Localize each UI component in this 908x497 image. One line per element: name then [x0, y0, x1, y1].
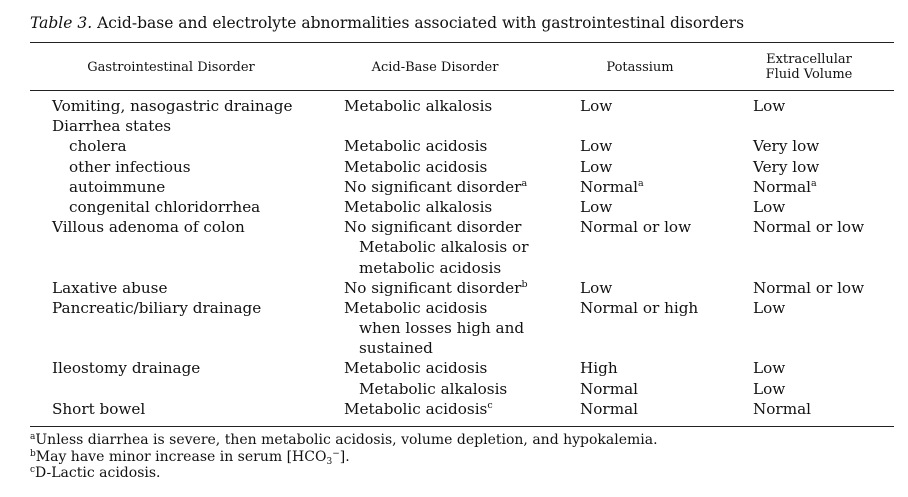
acid-base-cell: [359, 258, 501, 278]
disorder-cell: [69, 157, 191, 177]
ecf-cell-text: Very low: [753, 157, 820, 176]
disorder-cell: [52, 399, 145, 419]
disorder-cell-text: Ileostomy drainage: [52, 359, 201, 378]
acid-base-cell-text: Metabolic acidosis: [344, 157, 488, 176]
footnote-a: [30, 432, 658, 449]
potassium-cell-text: Normal: [580, 399, 639, 418]
potassium-cell: [580, 298, 698, 318]
disorder-cell: [52, 217, 245, 237]
header-disorder: [40, 50, 302, 84]
header-disorder-label: Gastrointestinal Disorder: [87, 59, 255, 75]
header-ecf: [740, 50, 878, 84]
acid-base-cell-text: metabolic acidosis: [359, 258, 502, 277]
acid-base-cell: [359, 379, 507, 399]
table-row: [0, 258, 908, 278]
potassium-cell-text: Low: [580, 157, 613, 176]
acid-base-cell: [344, 278, 528, 298]
footnote-b-text-end: ].: [339, 448, 350, 465]
acid-base-cell-text: Metabolic acidosis: [344, 359, 488, 378]
potassium-cell-text: Low: [580, 278, 613, 297]
table-title: Acid-base and electrolyte abnormalities associated with gastrointestinal disorders: [92, 14, 745, 32]
ecf-cell: [753, 177, 817, 197]
table-row: [0, 116, 908, 136]
potassium-cell-text: Low: [580, 137, 613, 156]
potassium-cell-text: High: [580, 359, 618, 378]
potassium-cell-text: Normal or low: [580, 218, 692, 237]
acid-base-cell-text: sustained: [359, 339, 433, 358]
acid-base-cell-text: No significant disorder: [344, 177, 522, 196]
header-potassium: [570, 50, 710, 84]
acid-base-cell-text: Metabolic alkalosis: [359, 379, 508, 398]
ecf-cell: [753, 197, 785, 217]
footnote-b-mark: b: [30, 448, 36, 459]
disorder-cell-text: Pancreatic/biliary drainage: [52, 298, 262, 317]
acid-base-cell-text: Metabolic acidosis: [344, 137, 488, 156]
acid-base-cell: [344, 298, 487, 318]
table-caption: [30, 14, 744, 32]
ecf-cell: [753, 298, 785, 318]
potassium-cell: [580, 358, 618, 378]
table-row: [0, 278, 908, 298]
ecf-cell-text: Normal: [753, 399, 812, 418]
header-ecf-line2: Fluid Volume: [765, 67, 853, 82]
ecf-cell-text: Low: [753, 359, 786, 378]
table-row: [0, 338, 908, 358]
disorder-cell-text: other infectious: [69, 157, 191, 176]
acid-base-cell: [359, 338, 433, 358]
disorder-cell: [52, 358, 200, 378]
disorder-cell: [52, 278, 167, 298]
footnote-b: [30, 449, 658, 466]
ecf-cell: [753, 358, 785, 378]
disorder-cell-text: Laxative abuse: [52, 278, 168, 297]
disorder-cell-text: autoimmune: [69, 177, 166, 196]
top-rule: [30, 42, 894, 43]
header-acid-base-label: Acid-Base Disorder: [371, 59, 499, 75]
potassium-cell-text: Normal: [580, 177, 639, 196]
potassium-cell: [580, 197, 612, 217]
acid-base-cell: [344, 177, 527, 197]
header-ecf-line1: Extracellular: [766, 52, 852, 67]
footnote-a-text: Unless diarrhea is severe, then metabolic acidosis, volume depletion, and hypokalemia.: [35, 432, 658, 448]
acid-base-cell: [344, 358, 487, 378]
ecf-cell-text: Normal or low: [753, 218, 865, 237]
acid-base-cell-text: Metabolic alkalosis: [344, 97, 493, 115]
footnote-c-mark: c: [30, 465, 36, 475]
acid-base-cell: [344, 399, 493, 419]
footnote-marker: a: [521, 177, 528, 189]
potassium-cell-text: Normal: [580, 379, 639, 398]
acid-base-cell: [344, 197, 492, 217]
footnote-c-text: D-Lactic acidosis.: [35, 465, 161, 481]
table-row: [0, 96, 908, 116]
disorder-cell-text: Villous adenoma of colon: [52, 218, 245, 237]
ecf-cell-text: Very low: [753, 137, 820, 156]
ecf-cell-text: Normal: [753, 177, 812, 196]
acid-base-cell: [344, 96, 492, 116]
ecf-cell: [753, 96, 785, 116]
acid-base-cell: [359, 237, 528, 257]
disorder-cell-text: cholera: [69, 137, 127, 156]
disorder-cell-text: Diarrhea states: [52, 117, 172, 136]
acid-base-cell-text: Metabolic alkalosis: [344, 197, 493, 216]
table-row: [0, 318, 908, 338]
bottom-rule: [30, 426, 894, 427]
table-body: [0, 96, 908, 419]
potassium-cell: [580, 177, 644, 197]
disorder-cell-text: congenital chloridorrhea: [69, 197, 261, 216]
ecf-cell: [753, 379, 785, 399]
ecf-cell-text: Low: [753, 97, 786, 115]
footnote-marker: a: [811, 177, 817, 189]
acid-base-cell: [344, 157, 487, 177]
potassium-cell: [580, 399, 638, 419]
header-acid-base: [330, 50, 540, 84]
ecf-cell-text: Normal or low: [753, 278, 865, 297]
table-row: [0, 157, 908, 177]
footnote-b-superscript: −: [332, 448, 340, 459]
footnote-b-subscript: 3: [326, 456, 333, 467]
potassium-cell: [580, 217, 691, 237]
footnote-c: [30, 465, 658, 482]
acid-base-cell: [344, 136, 487, 156]
potassium-cell: [580, 379, 638, 399]
disorder-cell-text: Vomiting, nasogastric drainage: [52, 97, 293, 115]
header-potassium-label: Potassium: [606, 59, 674, 75]
acid-base-cell-text: No significant disorder: [344, 218, 522, 237]
footnote-marker: a: [638, 177, 644, 189]
ecf-cell-text: Low: [753, 298, 786, 317]
acid-base-cell-text: Metabolic alkalosis or: [359, 238, 529, 257]
table-row: [0, 298, 908, 318]
ecf-cell: [753, 136, 819, 156]
acid-base-cell-text: Metabolic acidosis: [344, 399, 488, 418]
disorder-cell: [69, 177, 165, 197]
table-row: [0, 379, 908, 399]
footnote-a-mark: a: [30, 432, 36, 442]
ecf-cell: [753, 399, 811, 419]
acid-base-cell-text: No significant disorder: [344, 278, 522, 297]
acid-base-cell-text: when losses high and: [359, 319, 525, 338]
disorder-cell: [52, 116, 171, 136]
footnotes: [30, 432, 658, 482]
disorder-cell: [69, 197, 260, 217]
acid-base-cell: [344, 217, 521, 237]
ecf-cell: [753, 157, 819, 177]
potassium-cell-text: Normal or high: [580, 298, 699, 317]
footnote-marker: c: [487, 399, 493, 411]
ecf-cell-text: Low: [753, 379, 786, 398]
disorder-cell: [69, 136, 127, 156]
table-row: [0, 136, 908, 156]
table-label: Table 3.: [30, 14, 93, 32]
potassium-cell-text: Low: [580, 97, 613, 115]
potassium-cell: [580, 157, 612, 177]
table-row: [0, 399, 908, 419]
ecf-cell: [753, 278, 864, 298]
ecf-cell-text: Low: [753, 197, 786, 216]
footnote-marker: b: [521, 278, 528, 290]
potassium-cell: [580, 278, 612, 298]
potassium-cell-text: Low: [580, 197, 613, 216]
disorder-cell: [52, 96, 292, 116]
potassium-cell: [580, 136, 612, 156]
table-row: [0, 358, 908, 378]
table-row: [0, 217, 908, 237]
disorder-cell-text: Short bowel: [52, 399, 146, 418]
table-row: [0, 237, 908, 257]
potassium-cell: [580, 96, 612, 116]
header-rule: [30, 90, 894, 91]
table-row: [0, 177, 908, 197]
table-row: [0, 197, 908, 217]
ecf-cell: [753, 217, 864, 237]
acid-base-cell: [359, 318, 524, 338]
acid-base-cell-text: Metabolic acidosis: [344, 298, 488, 317]
disorder-cell: [52, 298, 261, 318]
footnote-b-text: May have minor increase in serum [HCO: [35, 448, 327, 465]
